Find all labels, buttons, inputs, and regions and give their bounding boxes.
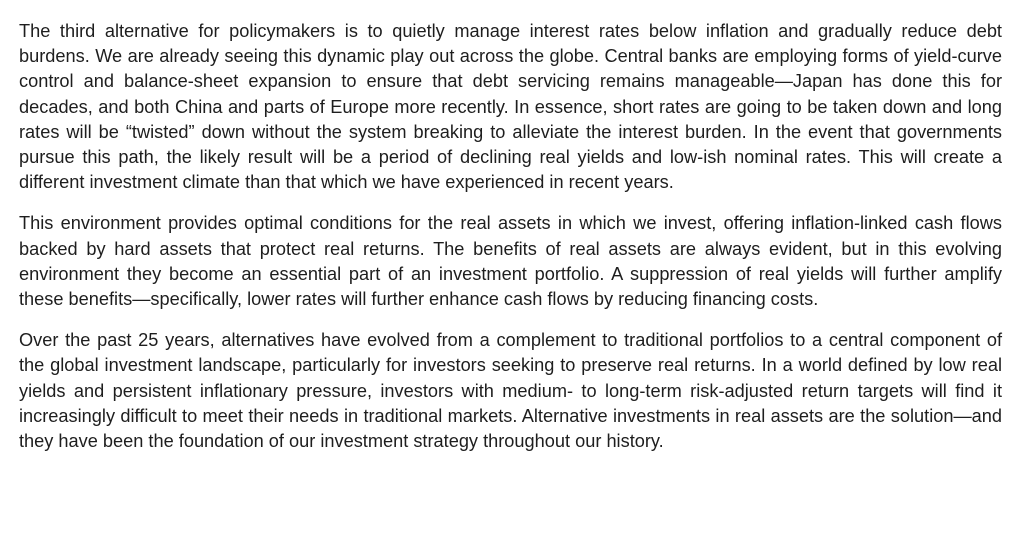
paragraph-real-assets-environment: This environment provides optimal conditions for the real assets in which we invest, offering inflation-linked cash flows backed by hard assets that protect real returns. The benefits of real assets are always evident, but in this evolving environment they become an essential part of an investment portfolio. A suppression of real yields will further amplify these benefits—specifically, lower rates will further enhance cash flows by reducing financing costs. bbox=[19, 213, 1002, 310]
paragraph-alternatives-evolution: Over the past 25 years, alternatives have evolved from a complement to traditional portfolios to a central component of the global investment landscape, particularly for investors seeking to preserve real returns. In a world defined by low real yields and persistent inflationary pressure, investors with medium- to long-term risk-adjusted return targets will find it increasingly difficult to meet their needs in traditional markets. Alternative investments in real assets are the solution—and they have been the foundation of our investment strategy throughout our history. bbox=[19, 330, 1002, 452]
document-body bbox=[19, 19, 1002, 454]
paragraph-policy-alternative: The third alternative for policymakers is to quietly manage interest rates below inflation and gradually reduce debt burdens. We are already seeing this dynamic play out across the globe. Central banks are employing forms of yield-curve control and balance-sheet expansion to ensure that debt servicing remains manageable—Japan has done this for decades, and both China and parts of Europe more recently. In essence, short rates are going to be taken down and long rates will be “twisted” down without the system breaking to alleviate the interest burden. In the event that governments pursue this path, the likely result will be a period of declining real yields and low-ish nominal rates. This will create a different investment climate than that which we have experienced in recent years. bbox=[19, 21, 1002, 193]
